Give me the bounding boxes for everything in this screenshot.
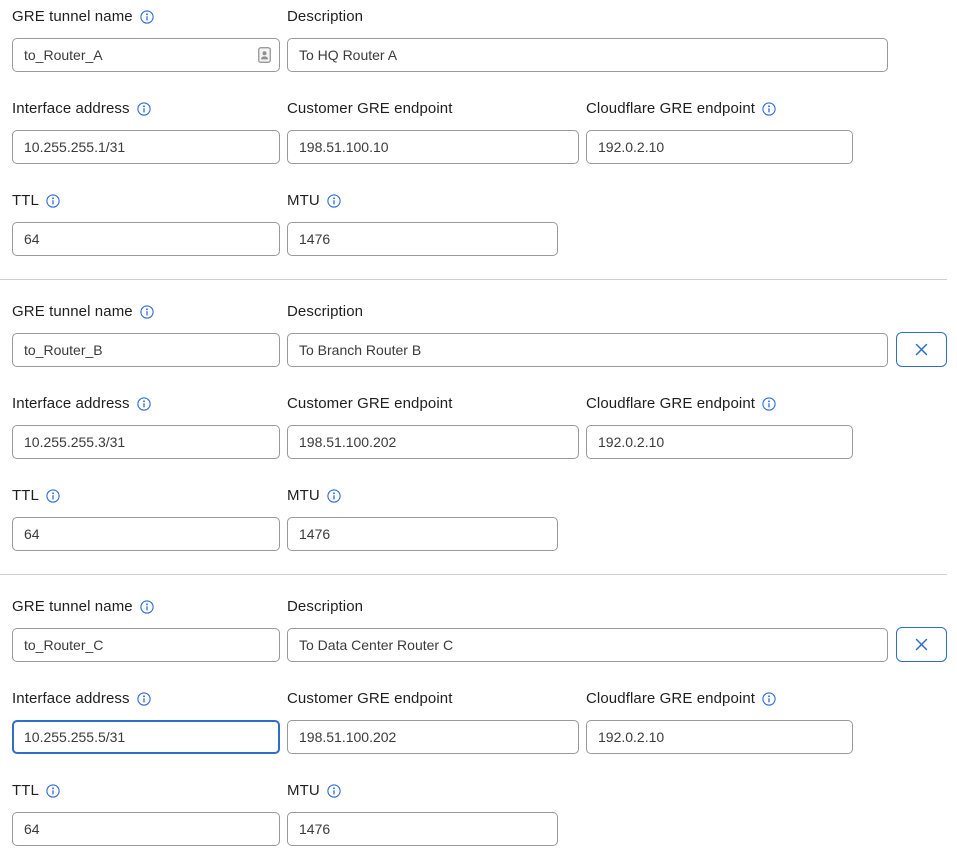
interface-address-input[interactable] [12, 720, 280, 754]
interface-address-input[interactable] [12, 425, 280, 459]
info-icon[interactable] [327, 784, 341, 798]
info-icon[interactable] [762, 397, 776, 411]
customer-gre-endpoint-input[interactable] [287, 130, 579, 164]
autofill-icon[interactable] [258, 47, 271, 63]
ttl-label: TTL [12, 192, 39, 209]
gre-tunnel-name-label: GRE tunnel name [12, 303, 133, 320]
info-icon[interactable] [762, 692, 776, 706]
info-icon[interactable] [137, 102, 151, 116]
interface-address-input[interactable] [12, 130, 280, 164]
info-icon[interactable] [140, 600, 154, 614]
mtu-input[interactable] [287, 517, 558, 551]
interface-address-label: Interface address [12, 395, 130, 412]
cloudflare-gre-endpoint-input[interactable] [586, 130, 853, 164]
gre-tunnel-name-input[interactable] [12, 333, 280, 367]
mtu-label: MTU [287, 782, 320, 799]
gre-tunnel-name-input[interactable] [12, 38, 280, 72]
customer-gre-endpoint-label: Customer GRE endpoint [287, 690, 453, 707]
description-input[interactable] [287, 628, 888, 662]
cloudflare-gre-endpoint-label: Cloudflare GRE endpoint [586, 395, 756, 412]
info-icon[interactable] [137, 692, 151, 706]
section-divider [0, 279, 947, 280]
ttl-label: TTL [12, 487, 39, 504]
close-icon [914, 342, 929, 357]
info-icon[interactable] [762, 102, 776, 116]
mtu-input[interactable] [287, 812, 558, 846]
tunnel-section-2 [12, 303, 947, 551]
ttl-label: TTL [12, 782, 39, 799]
customer-gre-endpoint-label: Customer GRE endpoint [287, 395, 453, 412]
info-icon[interactable] [46, 194, 60, 208]
tunnel-section-3 [12, 598, 947, 846]
remove-tunnel-button[interactable] [896, 332, 947, 367]
close-icon [914, 637, 929, 652]
mtu-label: MTU [287, 487, 320, 504]
info-icon[interactable] [327, 194, 341, 208]
info-icon[interactable] [137, 397, 151, 411]
info-icon[interactable] [140, 305, 154, 319]
info-icon[interactable] [327, 489, 341, 503]
gre-tunnel-name-label: GRE tunnel name [12, 598, 133, 615]
remove-tunnel-button[interactable] [896, 627, 947, 662]
cloudflare-gre-endpoint-input[interactable] [586, 720, 853, 754]
ttl-input[interactable] [12, 517, 280, 551]
description-label: Description [287, 598, 364, 615]
info-icon[interactable] [140, 10, 154, 24]
customer-gre-endpoint-input[interactable] [287, 720, 579, 754]
description-label: Description [287, 303, 364, 320]
cloudflare-gre-endpoint-label: Cloudflare GRE endpoint [586, 690, 756, 707]
customer-gre-endpoint-label: Customer GRE endpoint [287, 100, 453, 117]
customer-gre-endpoint-input[interactable] [287, 425, 579, 459]
ttl-input[interactable] [12, 222, 280, 256]
interface-address-label: Interface address [12, 690, 130, 707]
description-input[interactable] [287, 333, 888, 367]
mtu-label: MTU [287, 192, 320, 209]
description-input[interactable] [287, 38, 888, 72]
mtu-input[interactable] [287, 222, 558, 256]
interface-address-label: Interface address [12, 100, 130, 117]
tunnel-section-1 [12, 8, 947, 256]
cloudflare-gre-endpoint-input[interactable] [586, 425, 853, 459]
gre-tunnel-name-label: GRE tunnel name [12, 8, 133, 25]
cloudflare-gre-endpoint-label: Cloudflare GRE endpoint [586, 100, 756, 117]
info-icon[interactable] [46, 489, 60, 503]
section-divider [0, 574, 947, 575]
description-label: Description [287, 8, 364, 25]
info-icon[interactable] [46, 784, 60, 798]
ttl-input[interactable] [12, 812, 280, 846]
gre-tunnel-name-input[interactable] [12, 628, 280, 662]
